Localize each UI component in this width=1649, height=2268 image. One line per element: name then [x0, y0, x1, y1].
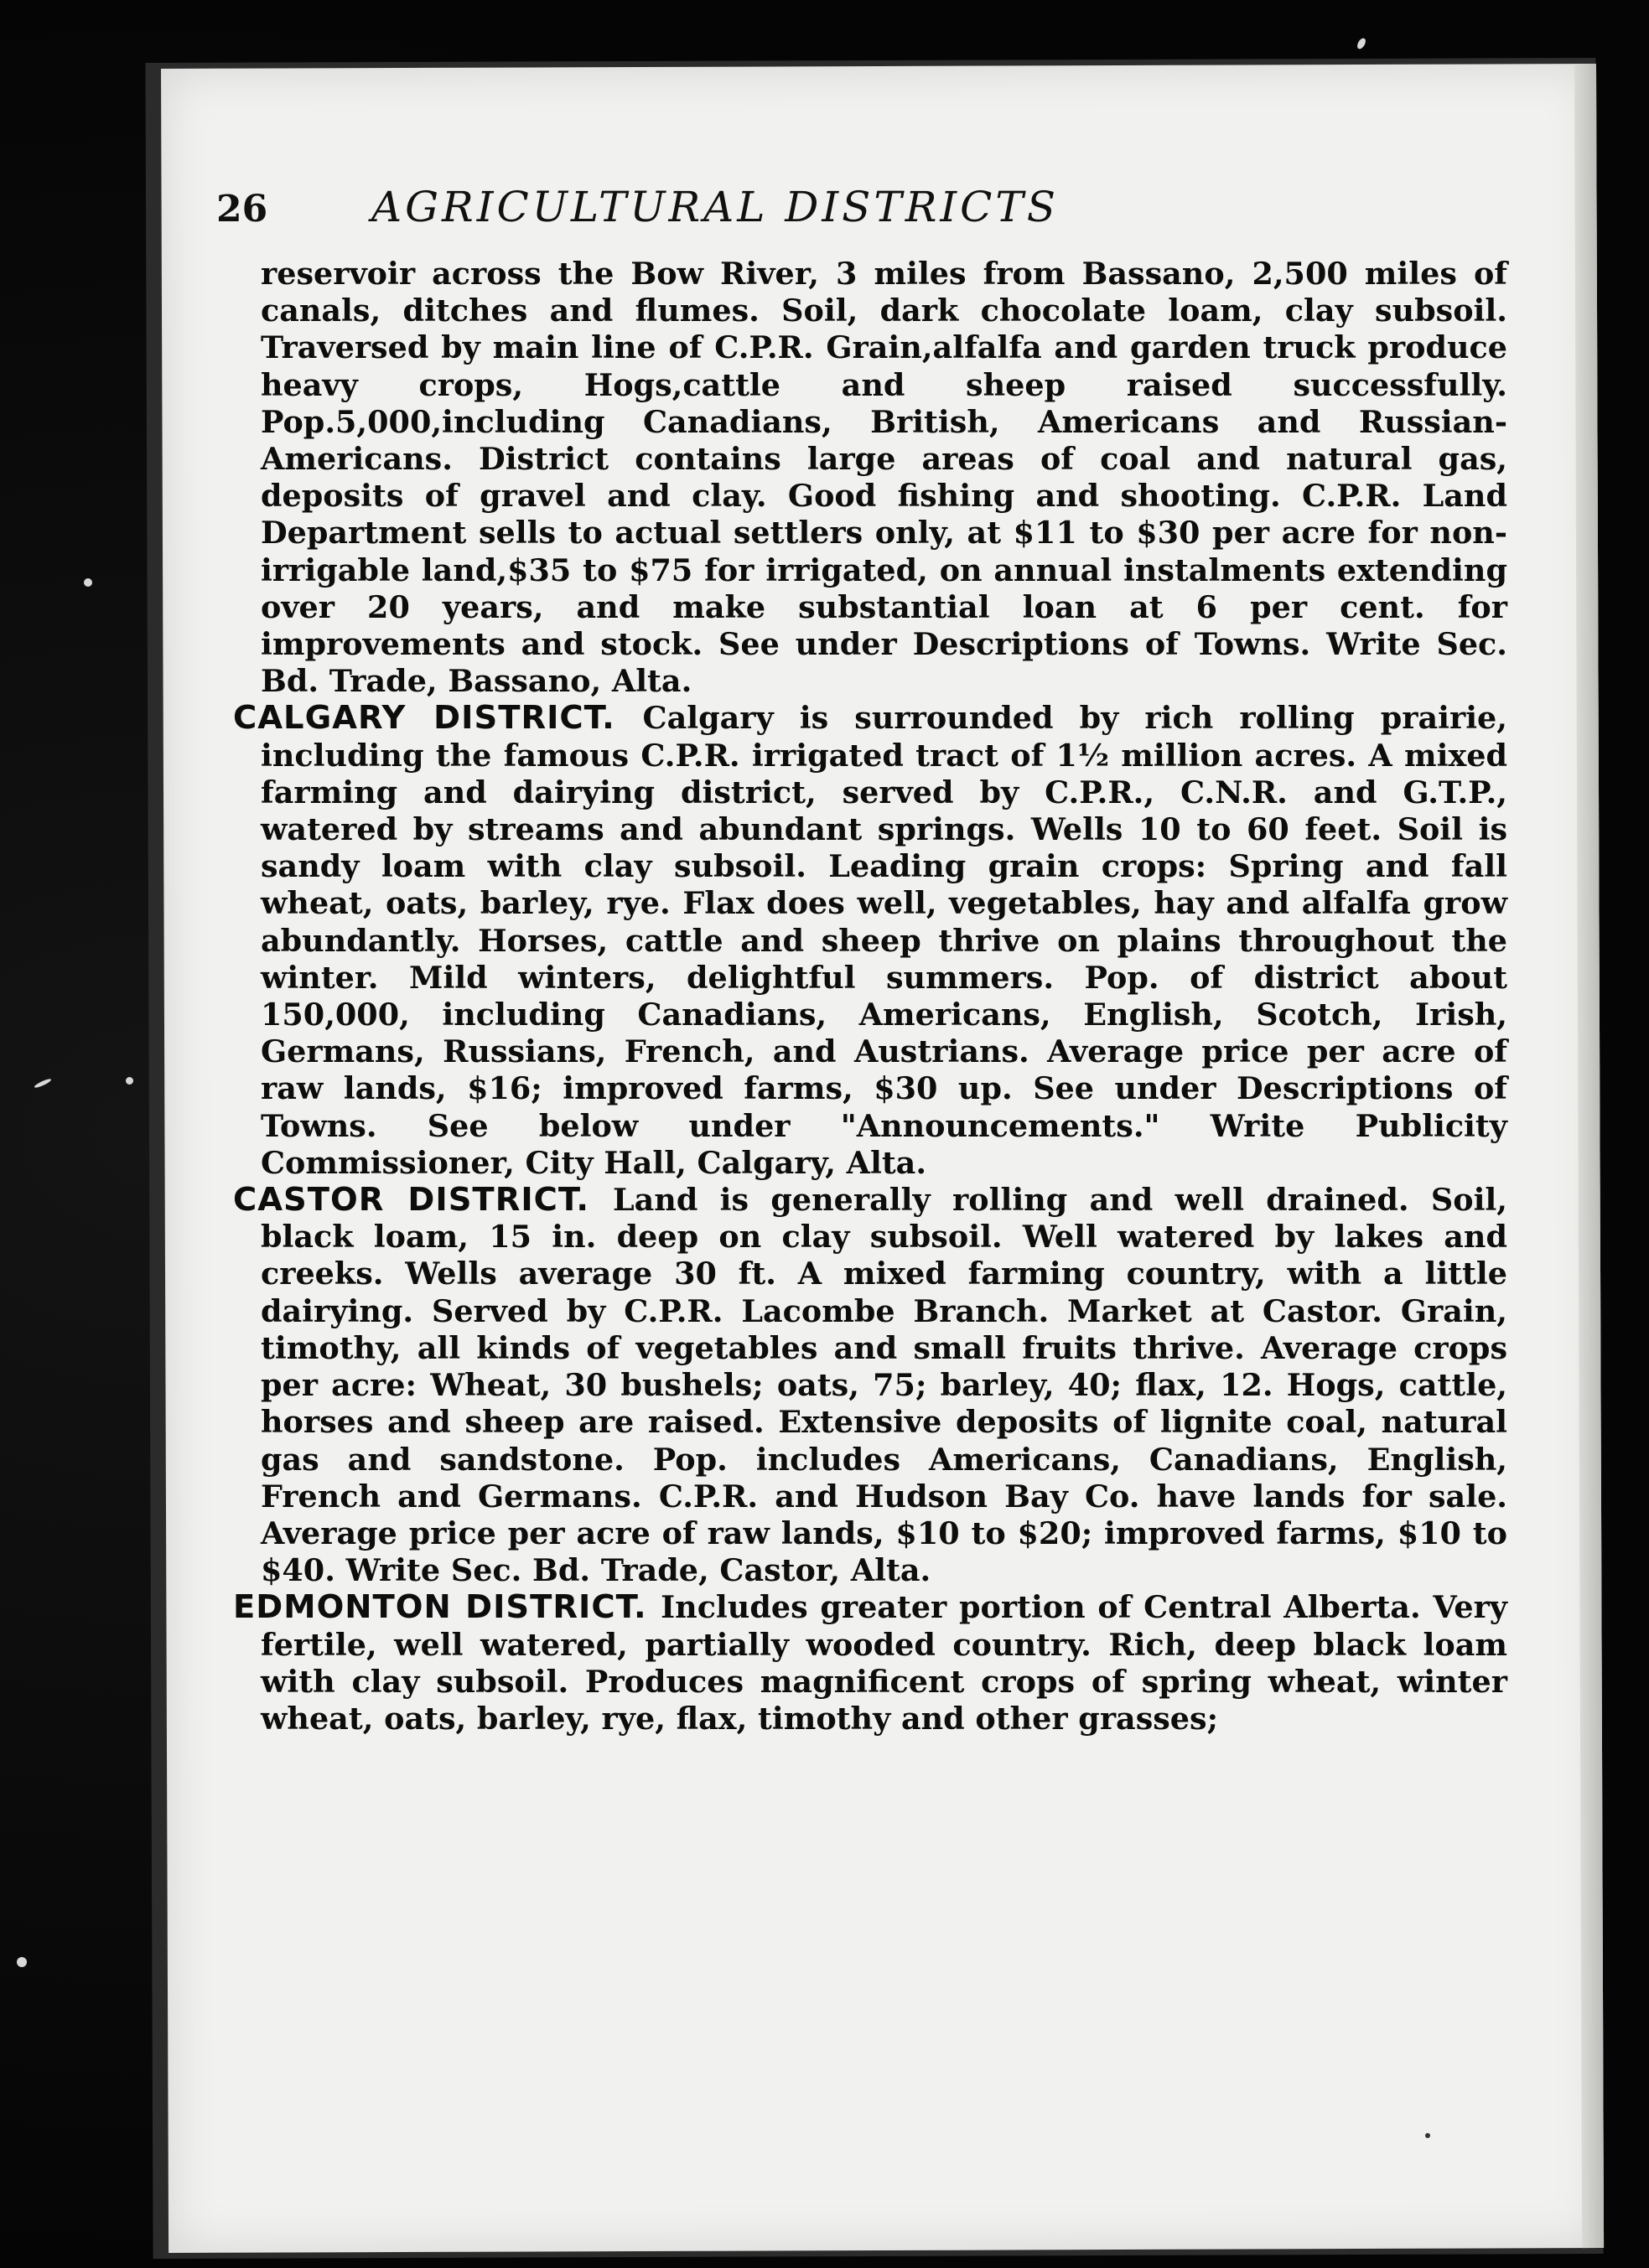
continued-paragraph: reservoir across the Bow River, 3 miles from Bassano, 2,500 miles of canals, ditches and flumes. Soil, dark chocolate loam, clay subsoil. Traversed by main line of C.P.R. Grain,alfalfa and garden truck produce heavy crops, Hogs,cattle and sheep raised successfully. Pop.5,000,including Canadians, British, Americans and Russian-Americans. District contains large areas of coal and natural gas, deposits of gravel and clay. Good fishing and shooting. C.P.R. Land Department sells to actual settlers only, at $11 to $30 per acre for non-irrigable land,$35 to $75 for irrigated, on annual instalments extending over 20 years, and make substantial loan at 6 per cent. for improvements and stock. See under Descriptions of Towns. Write Sec. Bd. Trade, Bassano, Alta.	[261, 256, 1507, 700]
district-name: CALGARY DISTRICT.	[233, 699, 643, 738]
page-header	[216, 183, 1306, 258]
district-description: Land is generally rolling and well drained. Soil, black loam, 15 in. deep on clay subsoil. Well watered by lakes and creeks. Wells average 30 ft. A mixed farming country, with a little dairying. Served by C.P.R. Lacombe Branch. Market at Castor. Grain, timothy, all kinds of vegetables and small fruits thrive. Average crops per acre: Wheat, 30 bushels; oats, 75; barley, 40; flax, 12. Hogs, cattle, horses and sheep are raised. Extensive deposits of lignite coal, natural gas and sandstone. Pop. includes Americans, Canadians, English, French and Germans. C.P.R. and Hudson Bay Co. have lands for sale. Average price per acre of raw lands, $10 to $20; improved farms, $10 to $40. Write Sec. Bd. Trade, Castor, Alta.	[261, 1182, 1508, 1589]
district-description: Includes greater portion of Central Alberta. Very fertile, well watered, partially wooded country. Rich, deep black loam with clay subsoil. Produces magnificent crops of spring wheat, winter wheat, oats, barley, rye, flax, timothy and other grasses;	[261, 1589, 1508, 1737]
dust-speck	[17, 1957, 27, 1967]
dust-speck	[84, 578, 92, 587]
page-number: 26	[216, 188, 268, 230]
district-description: Calgary is surrounded by rich rolling prairie, including the famous C.P.R. irrigated tract of 1½ million acres. A mixed farming and dairying district, served by C.P.R., C.N.R. and G.T.P., watered by streams and abundant springs. Wells 10 to 60 feet. Soil is sandy loam with clay subsoil. Leading grain crops: Spring and fall wheat, oats, barley, rye. Flax does well, vegetables, hay and alfalfa grow abundantly. Horses, cattle and sheep thrive on plains throughout the winter. Mild winters, delightful summers. Pop. of district about 150,000, including Canadians, Americans, English, Scotch, Irish, Germans, Russians, French, and Austrians. Average price per acre of raw lands, $16; improved farms, $30 up. See under Descriptions of Towns. See below under "Announcements." Write Publicity Commissioner, City Hall, Calgary, Alta.	[261, 700, 1507, 1181]
district-entry-castor	[233, 1182, 1507, 1589]
district-name: EDMONTON DISTRICT.	[233, 1588, 661, 1627]
running-title: AGRICULTURAL DISTRICTS	[371, 183, 1060, 231]
page-body	[233, 256, 1507, 1737]
page-mark	[1425, 2133, 1430, 2138]
district-name: CASTOR DISTRICT.	[233, 1181, 613, 1219]
district-entry-calgary	[233, 700, 1507, 1182]
dust-speck	[126, 1077, 133, 1085]
district-entry-edmonton	[233, 1589, 1507, 1737]
